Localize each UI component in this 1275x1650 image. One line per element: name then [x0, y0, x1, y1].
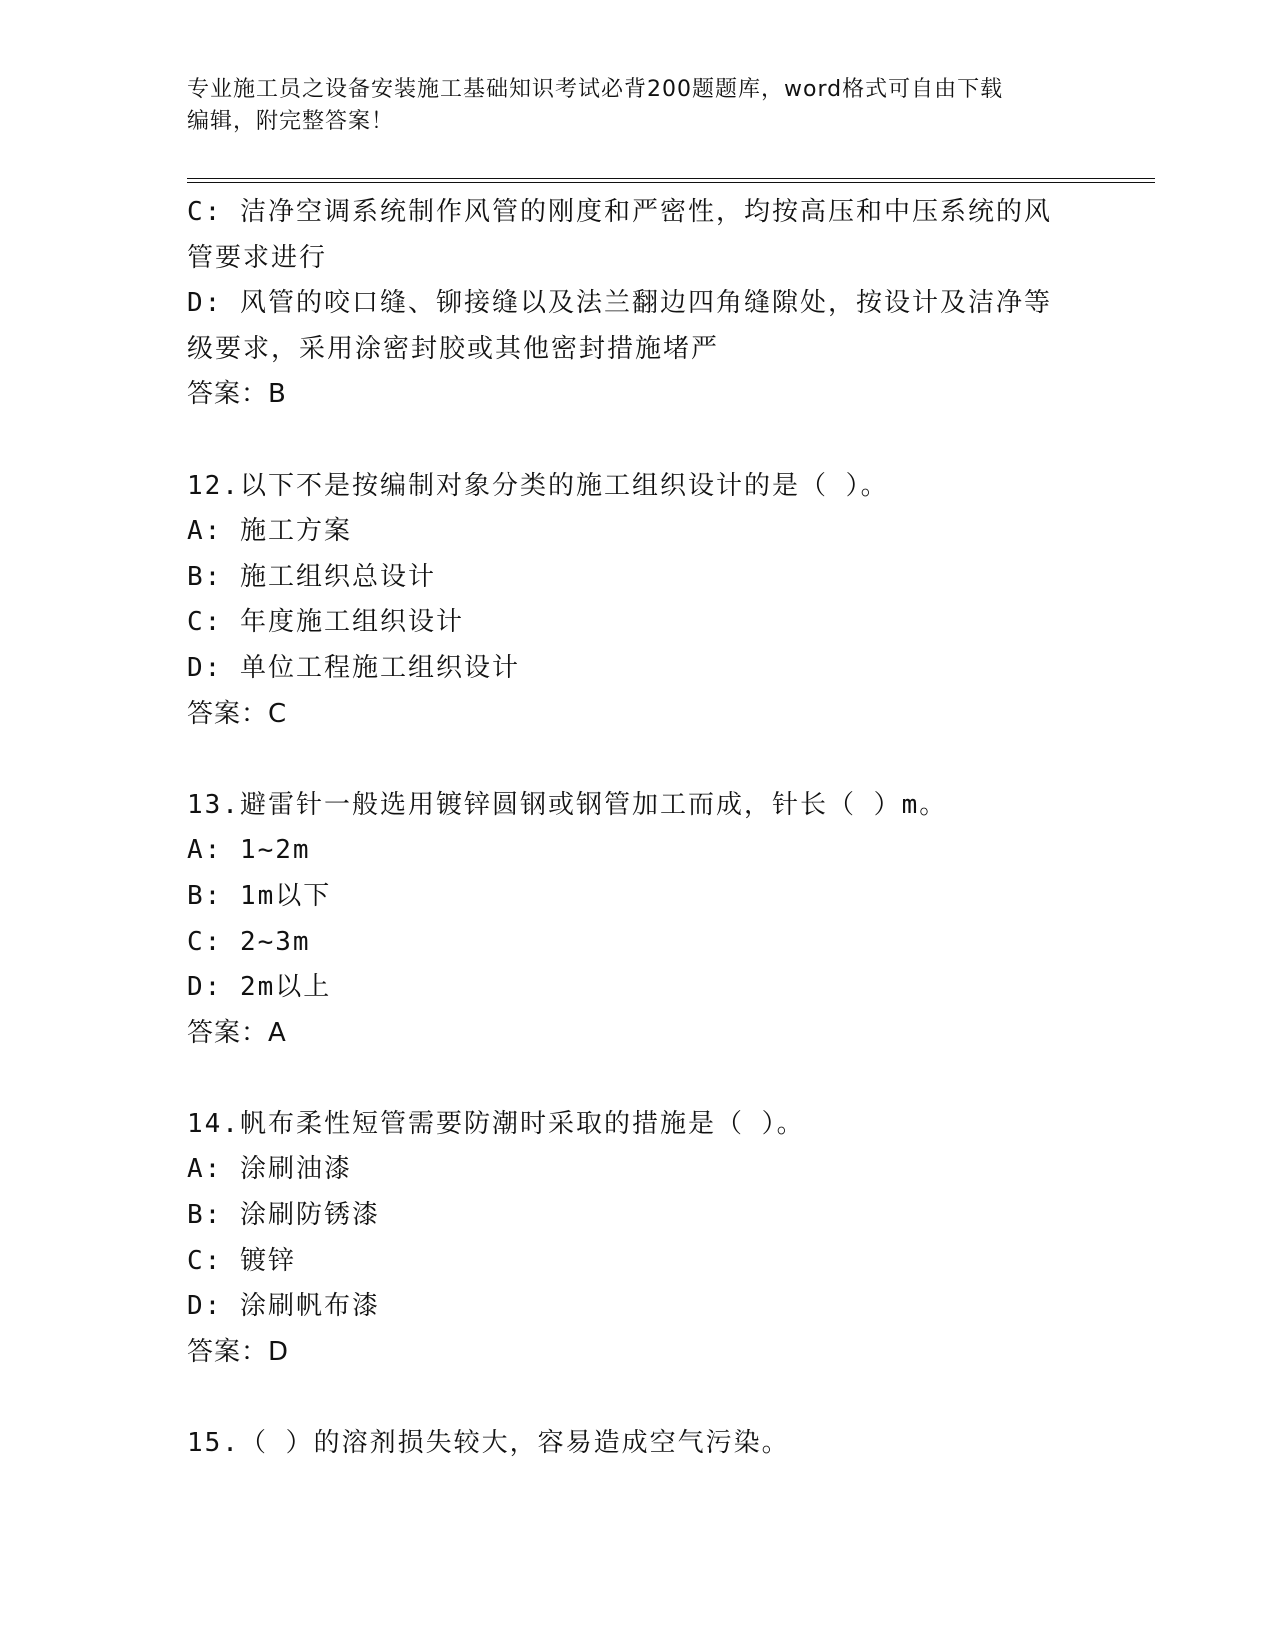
- option-a: A: 涂刷油漆: [187, 1154, 352, 1185]
- spacer: [187, 418, 1107, 464]
- question-text: 15.（ ）的溶剂损失较大，容易造成空气污染。: [187, 1428, 790, 1459]
- option-c-line-1: C: 洁净空调系统制作风管的刚度和严密性，均按高压和中压系统的风: [187, 197, 1052, 227]
- option-d-line-1: D: 风管的咬口缝、铆接缝以及法兰翻边四角缝隙处，按设计及洁净等: [187, 288, 1052, 319]
- header-rule-top: [187, 178, 1155, 179]
- option-c-line-2: 管要求进行: [187, 242, 328, 273]
- option-d: D: 2m以上: [187, 972, 332, 1003]
- answer: 答案：A: [187, 1017, 287, 1048]
- answer: 答案：B: [187, 379, 287, 410]
- option-c: C: 2~3m: [187, 926, 311, 957]
- header-rule-bottom: [187, 182, 1155, 183]
- document-body: [187, 190, 1107, 1467]
- option-c: C: 镀锌: [187, 1245, 296, 1276]
- spacer: [187, 737, 1107, 783]
- option-d: D: 涂刷帆布漆: [187, 1291, 380, 1322]
- question-15: [187, 1421, 1107, 1467]
- answer: 答案：D: [187, 1336, 290, 1367]
- question-13: [187, 783, 1107, 1057]
- question-text: 14.帆布柔性短管需要防潮时采取的措施是（ ）。: [187, 1108, 805, 1139]
- option-b: B: 1m以下: [187, 880, 332, 911]
- option-d-line-2: 级要求，采用涂密封胶或其他密封措施堵严: [187, 333, 720, 364]
- question-14: [187, 1102, 1107, 1376]
- option-a: A: 1~2m: [187, 835, 311, 866]
- document-header: [187, 74, 1087, 138]
- header-line-2: 编辑，附完整答案！: [187, 109, 395, 134]
- option-b: B: 施工组织总设计: [187, 561, 436, 592]
- spacer: [187, 1375, 1107, 1421]
- question-11-fragment: [187, 190, 1107, 418]
- question-text: 13.避雷针一般选用镀锌圆钢或钢管加工而成，针长（ ）m。: [187, 789, 948, 820]
- option-c: C: 年度施工组织设计: [187, 607, 464, 638]
- option-a: A: 施工方案: [187, 516, 352, 547]
- question-12: [187, 464, 1107, 738]
- question-text: 12.以下不是按编制对象分类的施工组织设计的是（ ）。: [187, 470, 889, 501]
- option-d: D: 单位工程施工组织设计: [187, 652, 520, 683]
- option-b: B: 涂刷防锈漆: [187, 1200, 380, 1231]
- spacer: [187, 1056, 1107, 1102]
- answer: 答案：C: [187, 698, 288, 729]
- header-line-1: 专业施工员之设备安装施工基础知识考试必背200题题库，word格式可自由下载: [187, 77, 1004, 102]
